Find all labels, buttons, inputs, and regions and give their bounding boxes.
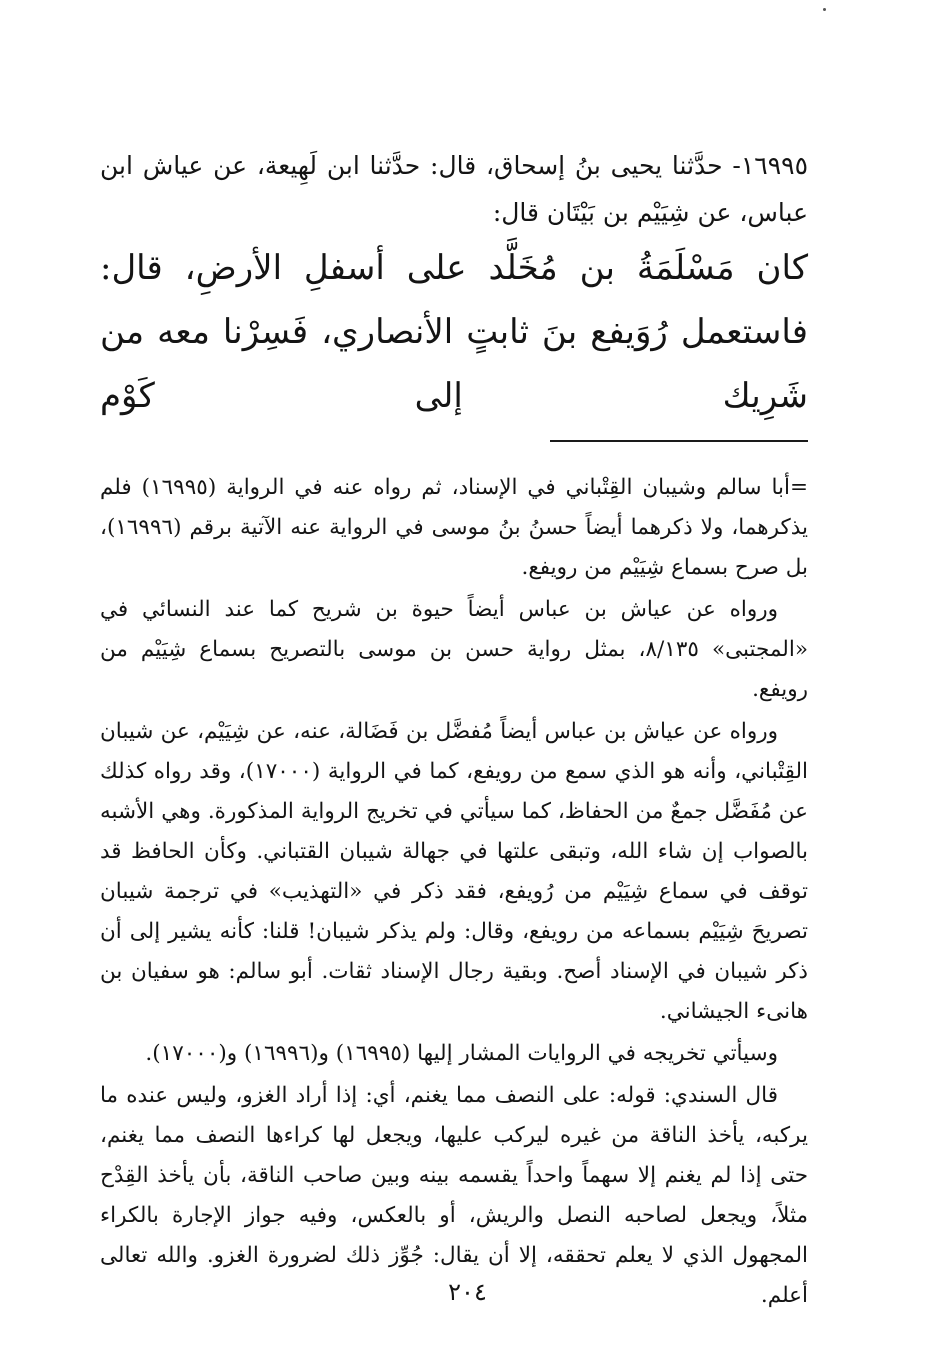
scan-speck (823, 8, 826, 11)
footnote-separator (550, 440, 808, 442)
footnote-paragraph: ورواه عن عياش بن عباس أيضاً مُفضَّل بن فَضَالة، عنه، عن شِيَيْم، عن شيبان القِتْباني، وأنه هو الذي سمع من رويفع، كما في الرواية (١٧٠٠٠)، وقد رواه كذلك عن مُفَضَّل جمعٌ من الحفاظ، كما سيأتي في تخريج الرواية المذكورة. وهي الأشبه بالصواب إن شاء الله، وتبقى علتها في جهالة شيبان القتباني. وكأن الحافظ قد توقف في سماع شِيَيْم من رُويفع، فقد ذكر في «التهذيب» في ترجمة شيبان تصريحَ شِيَيْم بسماعه من رويفع، وقال: ولم يذكر شيبان! قلنا: كأنه يشير إلى أن ذكر شيبان في الإسناد أصح. وبقية رجال الإسناد ثقات. أبو سالم: هو سفيان بن هانىء الجيشاني. (100, 719, 808, 1024)
book-page-body (100, 142, 808, 1316)
footnote-paragraph: وسيأتي تخريجه في الروايات المشار إليها (١٦٩٩٥) و(١٦٩٩٦) و(١٧٠٠٠). (145, 1041, 778, 1066)
page-number: ٢٠٤ (448, 1278, 487, 1306)
footnotes-section (100, 468, 808, 1316)
footnote-continuation: =أبا سالم وشيبان القِتْباني في الإسناد، ثم رواه عنه في الرواية (١٦٩٩٥) فلم يذكرهما، ولا ذكرهما أيضاً حسنُ بنُ موسى في الرواية عنه الآتية برقم (١٦٩٩٦)، بل صرح بسماع شِيَيْم من رويفع. (100, 475, 808, 580)
footnote-paragraph: قال السندي: قوله: على النصف مما يغنم، أي: إذا أراد الغزو، وليس عنده ما يركبه، يأخذ الناقة من غيره ليركب عليها، ويجعل لها كراءها النصف مما يغنم، حتى إذا لم يغنم إلا سهماً واحداً يقسمه بينه وبين صاحب الناقة، بأن يأخذ القِدْح مثلاً، ويجعل لصاحبه النصل والريش، أو بالعكس، وفيه جواز الإجارة بالكراء المجهول الذي لا يعلم تحققه، إلا أن يقال: جُوِّز ذلك لضرورة الغزو. والله تعالى أعلم. (100, 1083, 808, 1308)
hadith-section (100, 142, 808, 428)
hadith-matn: كان مَسْلَمَةُ بن مُخَلَّد على أسفلِ الأرضِ، قال: فاستعمل رُوَيفع بنَ ثابتٍ الأنصاري، فَسِرْنا معه من شَرِيك إلى كَوْم (100, 248, 808, 416)
hadith-isnad: ١٦٩٩٥- حدَّثنا يحيى بنُ إسحاق، قال: حدَّثنا ابن لَهِيعة، عن عياش ابن عباس، عن شِيَيْم بن بَيْتَان قال: (100, 151, 808, 227)
footnote-paragraph: ورواه عن عياش بن عباس أيضاً حيوة بن شريح كما عند النسائي في «المجتبى» ٨/١٣٥، بمثل رواية حسن بن موسى بالتصريح بسماع شِيَيْم من رويفع. (100, 597, 808, 702)
